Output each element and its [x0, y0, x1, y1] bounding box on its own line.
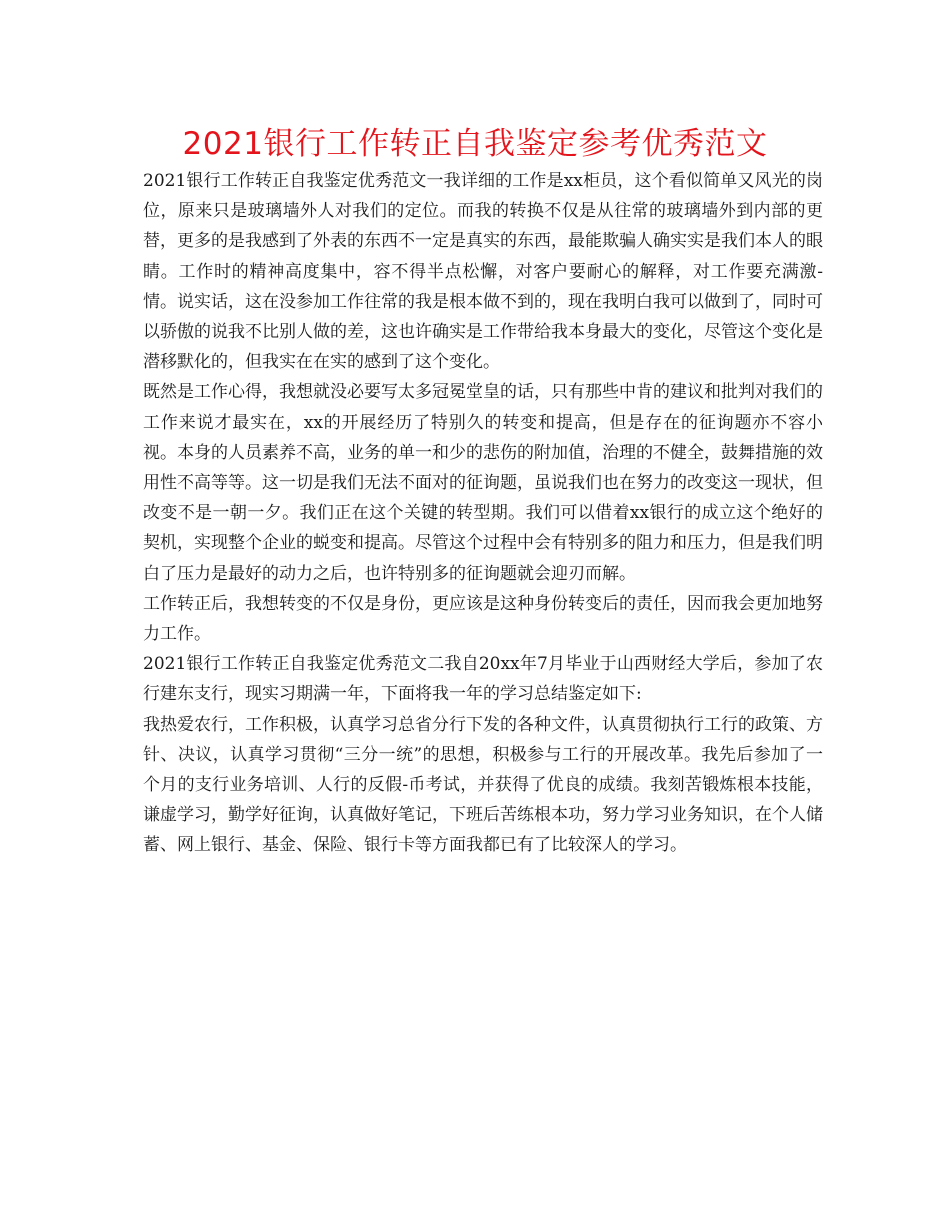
- document-body: [143, 166, 823, 861]
- document-title: 2021银行工作转正自我鉴定参考优秀范文: [182, 126, 768, 162]
- paragraph-4: 2021银行工作转正自我鉴定优秀范文二我自20xx年7月毕业于山西财经大学后，参加了农行建东支行，现实习期满一年，下面将我一年的学习总结鉴定如下:: [143, 654, 823, 705]
- paragraph-3: 工作转正后，我想转变的不仅是身份，更应该是这种身份转变后的责任，因而我会更加地努力工作。: [143, 593, 823, 645]
- paragraph-5: 我热爱农行，工作积极，认真学习总省分行下发的各种文件，认真贯彻执行工行的政策、方针、决议，认真学习贯彻“三分一统”的思想，积极参与工行的开展改革。我先后参加了一个月的支行业务培训、人行的反假-币考试，并获得了优良的成绩。我刻苦锻炼根本技能，谦虚学习，勤学好征询，认真做好笔记，下班后苦练根本功，努力学习业务知识，在个人储蓄、网上银行、基金、保险、银行卡等方面我都已有了比较深人的学习。: [143, 714, 823, 856]
- paragraph-2: 既然是工作心得，我想就没必要写太多冠冕堂皇的话，只有那些中肯的建议和批判对我们的工作来说才最实在，xx的开展经历了特别久的转变和提高，但是存在的征询题亦不容小视。本身的人员素养不高，业务的单一和少的悲伤的附加值，治理的不健全，鼓舞措施的效用性不高等等。这一切是我们无法不面对的征询题，虽说我们也在努力的改变这一现状，但改变不是一朝一夕。我们正在这个关键的转型期。我们可以借着xx银行的成立这个绝好的契机，实现整个企业的蜕变和提高。尽管这个过程中会有特别多的阻力和压力，但是我们明白了压力是最好的动力之后，也许特别多的征询题就会迎刃而解。: [143, 382, 823, 584]
- paragraph-1: 2021银行工作转正自我鉴定优秀范文一我详细的工作是xx柜员，这个看似简单又风光的岗位，原来只是玻璃墙外人对我们的定位。而我的转换不仅是从往常的玻璃墙外到内部的更替，更多的是我感到了外表的东西不一定是真实的东西，最能欺骗人确实实是我们本人的眼睛。工作时的精神高度集中，容不得半点松懈，对客户要耐心的解释，对工作要充满激-情。说实话，这在没参加工作往常的我是根本做不到的，现在我明白我可以做到了，同时可以骄傲的说我不比别人做的差，这也许确实是工作带给我本身最大的变化，尽管这个变化是潜移默化的，但我实在在实的感到了这个变化。: [143, 171, 823, 373]
